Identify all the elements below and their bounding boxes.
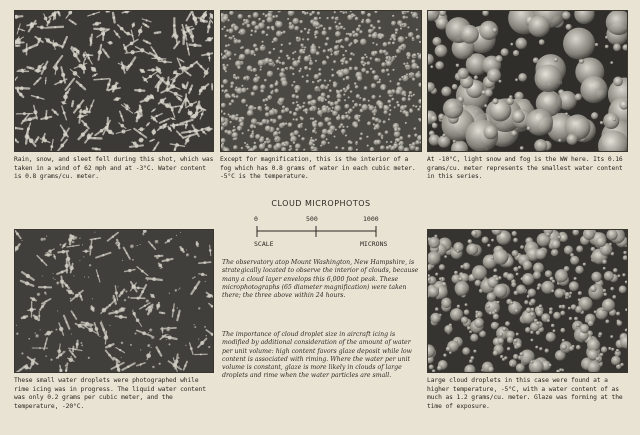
scale-left-label: SCALE [254,240,274,248]
scale-right-label: MICRONS [360,240,388,248]
photo-bottom-left [14,229,214,373]
scale-tick-0: 0 [254,215,258,223]
scale-bar [250,213,400,253]
photo-top-right [427,10,628,152]
intro-paragraph: The observatory atop Mount Washington, New Hampshire, is strategically located to observe the interior of clouds, because many a cloud layer envelops this 6,000 foot peak. These microphotographs (65 diameter magnification) were taken there; the three above within 24 hours. [222,259,419,300]
caption-bottom-right: Large cloud droplets in this case were found at a higher temperature, -5°C, with a water content of as much as 1.2 grams/cu. meter. Glaze was forming at the time of exposure. [427,377,623,410]
figure-title: CLOUD MICROPHOTOS [271,199,371,208]
photo-bottom-right [427,229,628,373]
photo-top-middle [220,10,422,152]
caption-bottom-left: These small water droplets were photographed while rime icing was in progress. The liquid water content was only 0.2 grams per cubic meter, and the temperature, -20°C. [14,377,206,410]
photo-top-left [14,10,214,152]
icing-paragraph: The importance of cloud droplet size in aircraft icing is modified by additional consideration of the amount of water per unit volume: high content favors glaze deposit while low content is associated with riming. Where the water per unit volume is constant, glaze is more likely in clouds of large droplets and rime when the water particles are small. [222,331,412,380]
caption-top-left: Rain, snow, and sleet fell during this shot, which was taken in a wind of 62 mph and at -3°C. Water content is 0.8 grams/cu. meter. [14,156,214,181]
scale-tick-1000: 1000 [363,215,379,223]
caption-top-right: At -10°C, light snow and fog is the WW here. Its 0.16 grams/cu. meter represents the smallest water content in this series. [427,156,623,181]
scale-tick-500: 500 [306,215,318,223]
caption-top-middle: Except for magnification, this is the interior of a fog which has 0.8 grams of water in each cubic meter. -5°C is the temperature. [220,156,416,181]
